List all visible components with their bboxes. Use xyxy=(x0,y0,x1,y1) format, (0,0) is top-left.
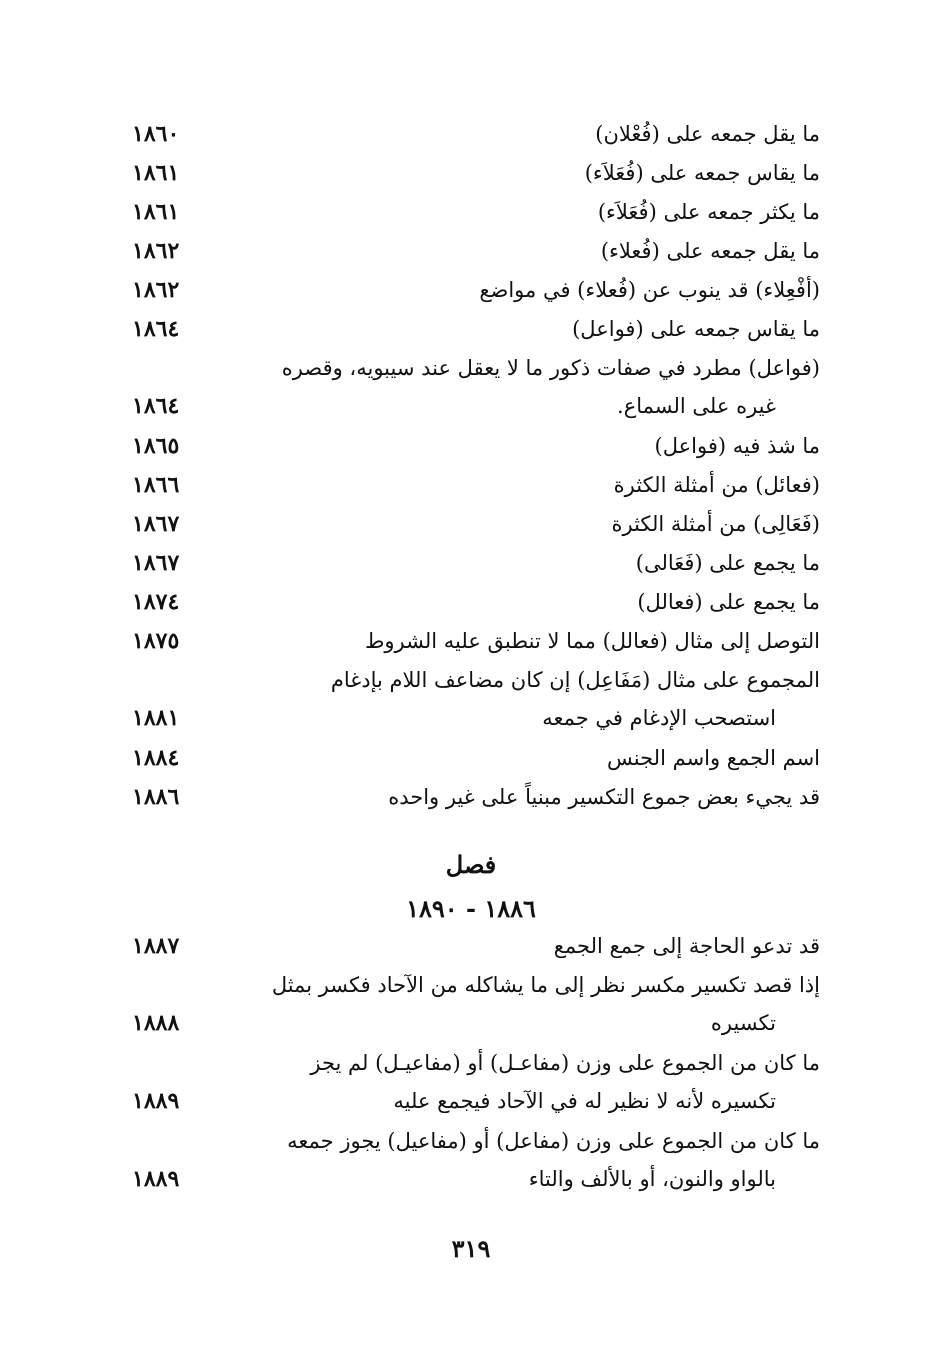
entry-line xyxy=(120,349,820,387)
entry-line-continuation xyxy=(120,699,820,737)
entry-line xyxy=(120,1044,820,1082)
entry-text: قد تدعو الحاجة إلى جمع الجمع xyxy=(553,934,820,958)
entry-line-continuation xyxy=(120,1082,820,1120)
entry-text: (فعائل) من أمثلة الكثرة xyxy=(613,473,820,497)
entry-page-number: ١٨٦٥ xyxy=(132,433,180,459)
entry-text: ما يقل جمعه على (فُعْلان) xyxy=(595,122,820,146)
entry-page-number: ١٨٨٧ xyxy=(132,933,180,959)
index-entry xyxy=(120,232,820,270)
entry-line xyxy=(120,193,820,231)
entry-line xyxy=(120,778,820,816)
entry-text: ما يقاس جمعه على (فُعَلاَء) xyxy=(584,161,820,185)
entry-page-number: ١٨٦١ xyxy=(132,199,180,225)
index-entry xyxy=(120,778,820,816)
entry-line xyxy=(120,661,820,699)
entry-page-number: ١٨٦٢ xyxy=(132,238,180,264)
entry-line-continuation xyxy=(120,1160,820,1198)
entry-text: ما كان من الجموع على وزن (مفاعـل) أو (مفاعيـل) لم يجز xyxy=(310,1051,820,1075)
index-entry xyxy=(120,583,820,621)
entry-line xyxy=(120,739,820,777)
entry-page-number: ١٨٦٧ xyxy=(132,550,180,576)
entry-text: (فَعَالِى) من أمثلة الكثرة xyxy=(611,512,820,536)
entry-line xyxy=(120,271,820,309)
entry-text: إذا قصد تكسير مكسر نظر إلى ما يشاكله من الآحاد فكسر بمثل xyxy=(271,973,820,997)
index-entry xyxy=(120,739,820,777)
index-entry xyxy=(120,1044,820,1120)
entry-text: تكسيره xyxy=(710,1011,776,1035)
section-page-range: ١٨٨٦ - ١٨٩٠ xyxy=(406,894,536,923)
entry-line xyxy=(120,583,820,621)
entry-text: ما كان من الجموع على وزن (مفاعل) أو (مفاعيل) يجوز جمعه xyxy=(287,1129,820,1153)
entry-line xyxy=(120,927,820,965)
entry-page-number: ١٨٦٤ xyxy=(132,316,180,342)
index-entry xyxy=(120,927,820,965)
entry-page-number: ١٨٦٦ xyxy=(132,472,180,498)
entry-text: ما يجمع على (فعالل) xyxy=(637,590,820,614)
entry-page-number: ١٨٨٤ xyxy=(132,745,180,771)
entry-line xyxy=(120,544,820,582)
entry-text: قد يجيء بعض جموع التكسير مبنياً على غير واحده xyxy=(388,785,820,809)
page-number: ٣١٩ xyxy=(451,1234,491,1263)
entry-line-continuation xyxy=(120,1004,820,1042)
entry-text: ما يقل جمعه على (فُعلاء) xyxy=(600,239,820,263)
entry-page-number: ١٨٧٥ xyxy=(132,628,180,654)
index-entry xyxy=(120,349,820,425)
entry-line xyxy=(120,115,820,153)
entry-line-continuation xyxy=(120,387,820,425)
entry-text: تكسيره لأنه لا نظير له في الآحاد فيجمع عليه xyxy=(393,1089,776,1113)
entry-text: التوصل إلى مثال (فعالل) مما لا تنطبق عليه الشروط xyxy=(364,629,820,653)
index-entry xyxy=(120,310,820,348)
entry-page-number: ١٨٦٤ xyxy=(132,393,180,419)
entry-line xyxy=(120,154,820,192)
entry-text: ما شذ فيه (فواعل) xyxy=(654,434,820,458)
entry-text: (فواعل) مطرد في صفات ذكور ما لا يعقل عند سيبويه، وقصره xyxy=(281,356,820,380)
entry-page-number: ١٨٨١ xyxy=(132,705,180,731)
entry-text: ما يكثر جمعه على (فُعَلاَء) xyxy=(597,200,820,224)
entry-text: غيره على السماع. xyxy=(617,394,776,418)
index-entry xyxy=(120,193,820,231)
entry-line xyxy=(120,1122,820,1160)
entry-page-number: ١٨٨٨ xyxy=(132,1010,180,1036)
entry-page-number: ١٨٦٧ xyxy=(132,511,180,537)
entry-text: (أفْعِلاء) قد ينوب عن (فُعلاء) في مواضع xyxy=(479,278,820,302)
entry-page-number: ١٨٦٠ xyxy=(132,121,180,147)
index-entry xyxy=(120,271,820,309)
entry-text: ما يقاس جمعه على (فواعل) xyxy=(572,317,820,341)
index-entry xyxy=(120,1122,820,1198)
entry-page-number: ١٨٦٢ xyxy=(132,277,180,303)
index-entry xyxy=(120,544,820,582)
entry-text: ما يجمع على (فَعَالى) xyxy=(635,551,820,575)
entry-page-number: ١٨٨٩ xyxy=(132,1166,180,1192)
index-entry xyxy=(120,661,820,737)
entry-text: اسم الجمع واسم الجنس xyxy=(607,746,820,770)
entry-line xyxy=(120,232,820,270)
entry-line xyxy=(120,622,820,660)
index-entry xyxy=(120,966,820,1042)
entry-page-number: ١٨٨٩ xyxy=(132,1088,180,1114)
entry-line xyxy=(120,966,820,1004)
index-entry xyxy=(120,466,820,504)
index-entry xyxy=(120,427,820,465)
index-entry xyxy=(120,154,820,192)
index-entry xyxy=(120,115,820,153)
index-entry xyxy=(120,622,820,660)
entry-page-number: ١٨٨٦ xyxy=(132,784,180,810)
entry-page-number: ١٨٦١ xyxy=(132,160,180,186)
entry-text: بالواو والنون، أو بالألف والتاء xyxy=(528,1167,776,1191)
entry-text: استصحب الإدغام في جمعه xyxy=(542,706,776,730)
index-entry xyxy=(120,505,820,543)
entry-page-number: ١٨٧٤ xyxy=(132,589,180,615)
entry-text: المجموع على مثال (مَفَاعِل) إن كان مضاعف اللام بإدغام xyxy=(330,668,820,692)
section-heading: فصل xyxy=(445,850,497,879)
entry-line xyxy=(120,505,820,543)
entry-line xyxy=(120,310,820,348)
entry-line xyxy=(120,427,820,465)
entry-line xyxy=(120,466,820,504)
